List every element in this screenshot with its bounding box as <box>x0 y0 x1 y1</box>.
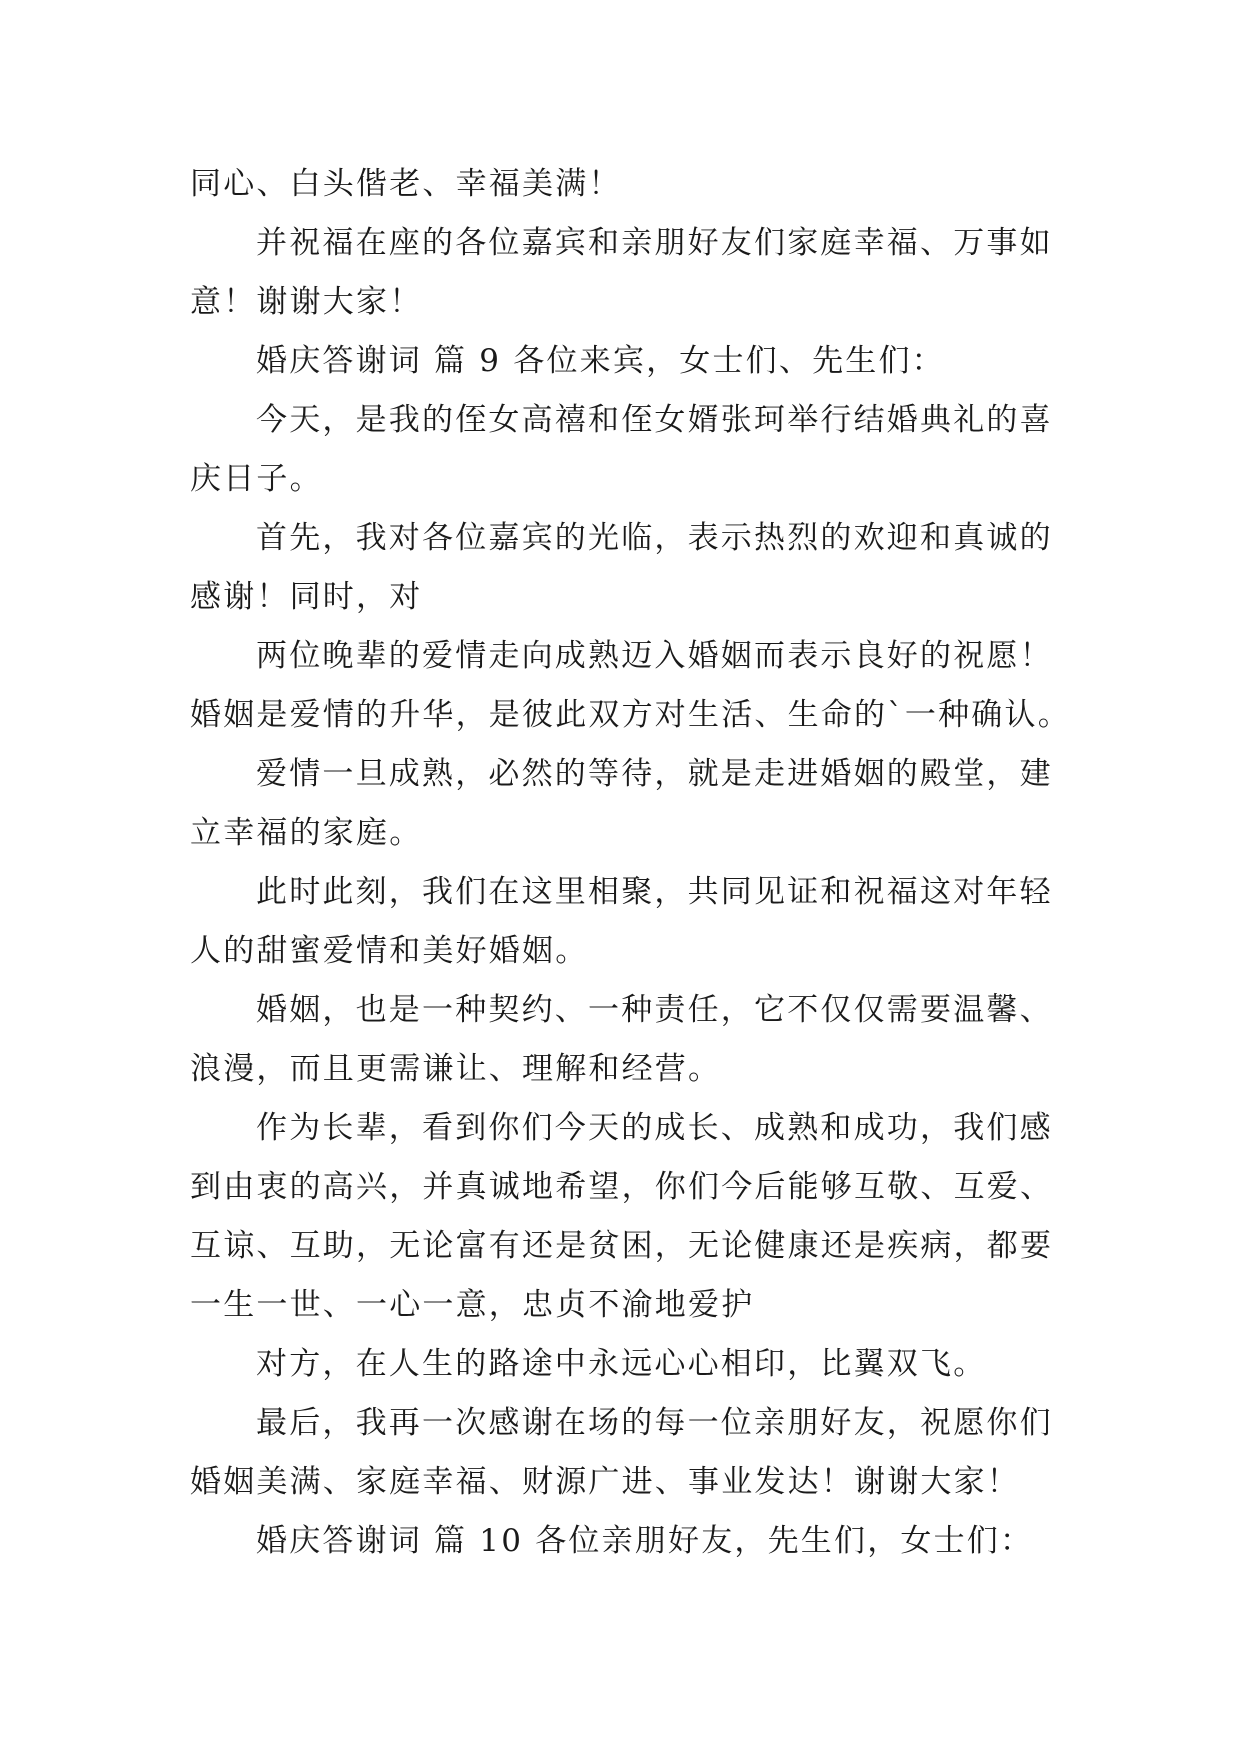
text-line: 互谅、互助，无论富有还是贫困，无论健康还是疾病，都要 <box>190 1228 1054 1264</box>
text-line: 意！谢谢大家！ <box>190 284 423 320</box>
text-line: 首先，我对各位嘉宾的光临，表示热烈的欢迎和真诚的 <box>256 520 1053 556</box>
document-body <box>190 155 1070 1571</box>
text-line: 爱情一旦成熟，必然的等待，就是走进婚姻的殿堂，建 <box>256 756 1053 792</box>
text-line: 同心、白头偕老、幸福美满！ <box>190 166 622 202</box>
text-line: 庆日子。 <box>190 461 323 497</box>
text-line: 两位晚辈的爱情走向成熟迈入婚姻而表示良好的祝愿！ <box>256 638 1053 674</box>
text-line: 对方，在人生的路途中永远心心相印，比翼双飞。 <box>256 1346 987 1382</box>
text-line: 作为长辈，看到你们今天的成长、成熟和成功，我们感 <box>256 1110 1053 1146</box>
text-line: 到由衷的高兴，并真诚地希望，你们今后能够互敬、互爱、 <box>190 1169 1054 1205</box>
section-heading-line: 婚庆答谢词 篇 10 各位亲朋好友，先生们，女士们： <box>256 1523 1034 1559</box>
text-line: 婚姻，也是一种契约、一种责任，它不仅仅需要温馨、 <box>256 992 1053 1028</box>
text-line: 并祝福在座的各位嘉宾和亲朋好友们家庭幸福、万事如 <box>256 225 1053 261</box>
text-line: 立幸福的家庭。 <box>190 815 423 851</box>
text-line: 最后，我再一次感谢在场的每一位亲朋好友，祝愿你们 <box>256 1405 1053 1441</box>
section-heading-line: 婚庆答谢词 篇 9 各位来宾，女士们、先生们： <box>256 343 945 379</box>
text-line: 一生一世、一心一意，忠贞不渝地爱护 <box>190 1287 755 1323</box>
text-line: 婚姻美满、家庭幸福、财源广进、事业发达！谢谢大家！ <box>190 1464 1020 1500</box>
text-line: 今天，是我的侄女高禧和侄女婿张珂举行结婚典礼的喜 <box>256 402 1053 438</box>
text-line: 浪漫，而且更需谦让、理解和经营。 <box>190 1051 722 1087</box>
text-line: 此时此刻，我们在这里相聚，共同见证和祝福这对年轻 <box>256 874 1053 910</box>
text-line: 感谢！同时，对 <box>190 579 423 615</box>
text-line: 婚姻是爱情的升华，是彼此双方对生活、生命的`一种确认。 <box>190 697 1071 733</box>
text-line: 人的甜蜜爱情和美好婚姻。 <box>190 933 589 969</box>
